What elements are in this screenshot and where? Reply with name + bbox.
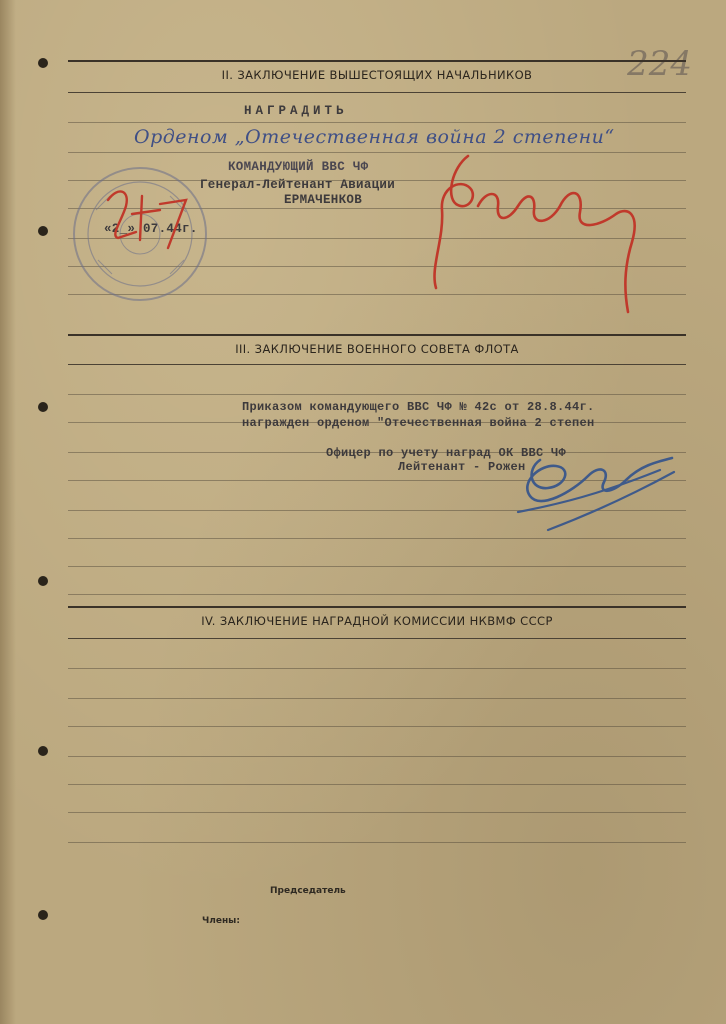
section2-title: II. ЗАКЛЮЧЕНИЕ ВЫШЕСТОЯЩИХ НАЧАЛЬНИКОВ bbox=[221, 68, 533, 82]
members-label: Члены: bbox=[202, 916, 240, 926]
officer-signature bbox=[518, 458, 674, 530]
award-header: НАГРАДИТЬ bbox=[244, 104, 348, 118]
archive-page-number: 224 bbox=[627, 44, 692, 84]
handwritten-award-text: Орденом „Отечественная война 2 степени“ bbox=[134, 126, 615, 148]
rank-line: Генерал-Лейтенант Авиации bbox=[200, 178, 396, 192]
date-line: «2_» 07.44г. bbox=[104, 222, 198, 236]
order-line-2: награжден орденом "Отечественная война 2 степен bbox=[242, 416, 595, 430]
name-line: ЕРМАЧЕНКОВ bbox=[284, 193, 363, 207]
order-line-1: Приказом командующего ВВС ЧФ № 42с от 28.8.44г. bbox=[242, 400, 595, 414]
section3-title: III. ЗАКЛЮЧЕНИЕ ВОЕННОГО СОВЕТА ФЛОТА bbox=[235, 342, 519, 356]
commander-signature bbox=[434, 156, 634, 312]
chairman-label: Председатель bbox=[270, 886, 346, 896]
officer-line-2: Лейтенант - Рожен bbox=[398, 460, 526, 474]
section4-title: IV. ЗАКЛЮЧЕНИЕ НАГРАДНОЙ КОМИССИИ НКВМФ СССР bbox=[201, 614, 553, 628]
commander-line: КОМАНДУЮЩИЙ ВВС ЧФ bbox=[228, 160, 369, 174]
officer-line-1: Офицер по учету наград ОК ВВС ЧФ bbox=[326, 446, 567, 460]
